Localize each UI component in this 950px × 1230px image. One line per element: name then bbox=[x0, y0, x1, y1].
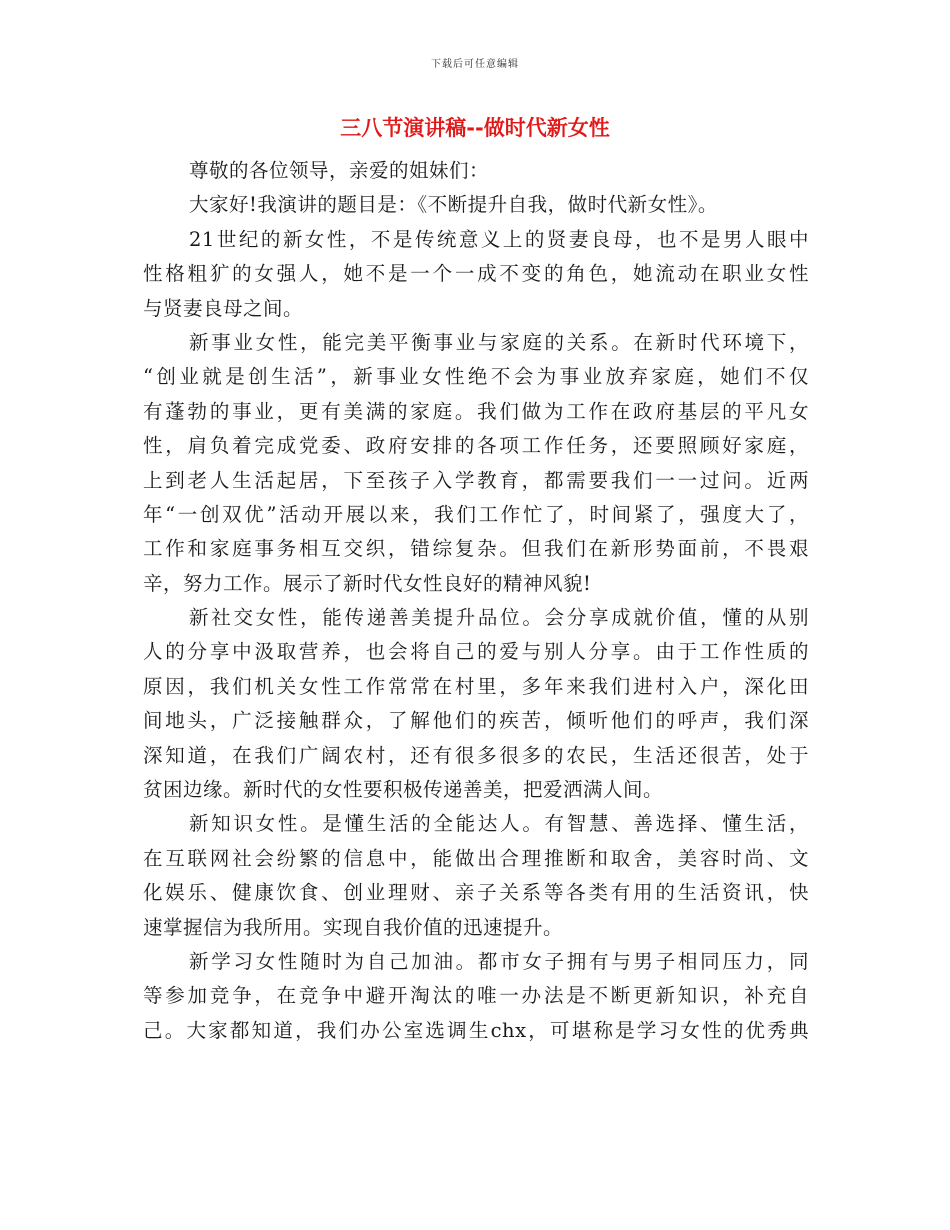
text-line: 性格粗犷的女强人，她不是一个一成不变的角色，她流动在职业女性 bbox=[143, 262, 809, 286]
text-line: 辛，努力工作。展示了新时代女性良好的精神风貌! bbox=[143, 571, 592, 595]
text-line: 新事业女性，能完美平衡事业与家庭的关系。在新时代环境下， bbox=[189, 330, 809, 354]
text-line: 深知道，在我们广阔农村，还有很多很多的农民，生活还很苦，处于 bbox=[143, 743, 809, 767]
text-line: 贫困边缘。新时代的女性要积极传递善美，把爱洒满人间。 bbox=[143, 778, 664, 802]
text-line: 尊敬的各位领导，亲爱的姐妹们： bbox=[189, 159, 490, 182]
speech-body bbox=[143, 154, 809, 1048]
text-line: 年“一创双优”活动开展以来，我们工作忙了，时间紧了，强度大了， bbox=[143, 502, 809, 526]
text-line: 新社交女性，能传递善美提升品位。会分享成就价值，懂的从别 bbox=[189, 606, 809, 630]
text-line: 上到老人生活起居，下至孩子入学教育，都需要我们一一过问。近两 bbox=[143, 468, 809, 492]
text-line: 等参加竞争，在竞争中避开淘汰的唯一办法是不断更新知识，补充自 bbox=[143, 984, 809, 1008]
text-line: 与贤妻良母之间。 bbox=[143, 296, 304, 320]
text-line: 在互联网社会纷繁的信息中，能做出合理推断和取舍，美容时尚、文 bbox=[143, 846, 809, 870]
text-line: 新学习女性随时为自己加油。都市女子拥有与男子相同压力，同 bbox=[189, 949, 809, 973]
text-line: 速掌握信为我所用。实现自我价值的迅速提升。 bbox=[143, 915, 564, 939]
text-line: “创业就是创生活”，新事业女性绝不会为事业放弃家庭，她们不仅 bbox=[143, 365, 809, 389]
text-line: 新知识女性。是懂生活的全能达人。有智慧、善选择、懂生活， bbox=[189, 812, 809, 836]
text-line: 性，肩负着完成党委、政府安排的各项工作任务，还要照顾好家庭， bbox=[143, 434, 809, 458]
page-header: 下载后可任意编辑 bbox=[431, 59, 519, 70]
text-line: 原因，我们机关女性工作常常在村里，多年来我们进村入户，深化田 bbox=[143, 674, 809, 698]
text-line: 己。大家都知道，我们办公室选调生chx，可堪称是学习女性的优秀典 bbox=[143, 1018, 809, 1042]
document-title: 三八节演讲稿--做时代新女性 bbox=[340, 116, 610, 140]
text-line: 间地头，广泛接触群众，了解他们的疾苦，倾听他们的呼声，我们深 bbox=[143, 709, 809, 733]
text-line: 有蓬勃的事业，更有美满的家庭。我们做为工作在政府基层的平凡女 bbox=[143, 399, 809, 423]
text-line: 21世纪的新女性，不是传统意义上的贤妻良母，也不是男人眼中 bbox=[189, 227, 809, 251]
text-line: 化娱乐、健康饮食、创业理财、亲子关系等各类有用的生活资讯，快 bbox=[143, 881, 809, 905]
text-line: 人的分享中汲取营养，也会将自己的爱与别人分享。由于工作性质的 bbox=[143, 640, 809, 664]
text-line: 大家好!我演讲的题目是：《不断提升自我，做时代新女性》。 bbox=[189, 193, 718, 217]
text-line: 工作和家庭事务相互交织，错综复杂。但我们在新形势面前，不畏艰 bbox=[143, 537, 809, 561]
